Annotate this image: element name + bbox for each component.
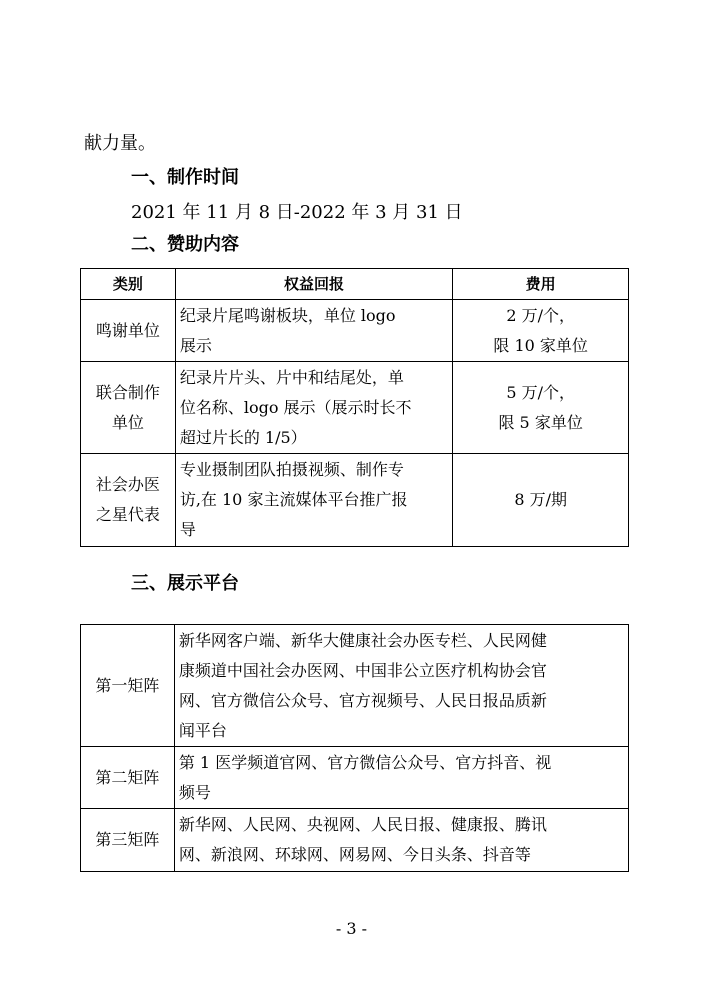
table-row [81,747,629,809]
table-row [81,300,629,362]
row-category: 联合制作 单位 [81,362,176,454]
row-platforms: 新华网、人民网、央视网、人民日报、健康报、腾讯 网、新浪网、环球网、网易网、今日头条、抖音等 [174,809,628,872]
header-benefit: 权益回报 [175,269,452,300]
row-benefit: 专业摄制团队拍摄视频、制作专 访,在 10 家主流媒体平台推广报 导 [175,454,452,547]
row-benefit: 纪录片尾鸣谢板块，单位 logo 展示 [175,300,452,362]
row-tier: 第一矩阵 [81,625,175,747]
table-row [81,454,629,547]
row-fee: 5 万/个， 限 5 家单位 [453,362,629,454]
row-category: 社会办医 之星代表 [81,454,176,547]
row-tier: 第二矩阵 [81,747,175,809]
header-category: 类别 [81,269,176,300]
row-category: 鸣谢单位 [81,300,176,362]
table-row [81,625,629,747]
row-tier: 第三矩阵 [81,809,175,872]
header-fee: 费用 [453,269,629,300]
row-platforms: 新华网客户端、新华大健康社会办医专栏、人民网健 康频道中国社会办医网、中国非公立医疗机构协会官 网、官方微信公众号、官方视频号、人民日报品质新 闻平台 [174,625,628,747]
table-header-row [81,269,629,300]
row-fee: 8 万/期 [453,454,629,547]
platform-table [80,624,629,872]
section2-heading: 二、赞助内容 [131,234,239,255]
lead-text: 献力量。 [84,133,156,154]
table-row [81,362,629,454]
row-fee: 2 万/个， 限 10 家单位 [453,300,629,362]
section1-heading: 一、制作时间 [131,167,239,188]
sponsorship-table [80,268,629,547]
section1-body: 2021 年 11 月 8 日-2022 年 3 月 31 日 [131,202,463,223]
row-platforms: 第 1 医学频道官网、官方微信公众号、官方抖音、视 频号 [174,747,628,809]
row-benefit: 纪录片片头、片中和结尾处，单 位名称、logo 展示（展示时长不 超过片长的 1/5） [175,362,452,454]
table-row [81,809,629,872]
page-number: - 3 - [335,919,368,938]
section3-heading: 三、展示平台 [131,573,239,594]
